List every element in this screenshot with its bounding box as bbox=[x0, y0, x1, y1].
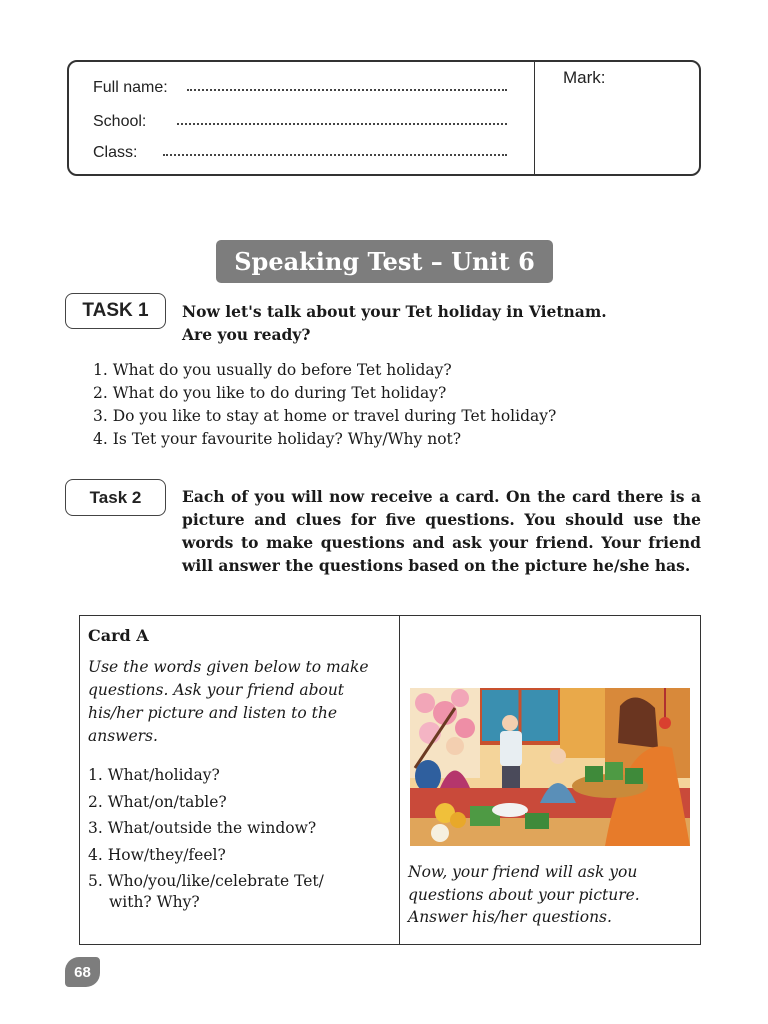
card-clue-continuation: with? Why? bbox=[109, 892, 200, 911]
page-title: Speaking Test – Unit 6 bbox=[216, 240, 553, 283]
school-label: School: bbox=[93, 113, 147, 130]
task1-question: 1. What do you usually do before Tet holiday? bbox=[93, 361, 452, 379]
task1-question: 2. What do you like to do during Tet holiday? bbox=[93, 384, 447, 402]
class-label: Class: bbox=[93, 144, 138, 161]
card-clue bbox=[88, 868, 388, 913]
task1-question: 4. Is Tet your favourite holiday? Why/Why not? bbox=[93, 430, 462, 448]
tet-illustration-svg bbox=[410, 688, 690, 846]
card-answer-note: Now, your friend will ask you questions about your picture. Answer his/her questions. bbox=[408, 863, 640, 926]
task1-intro bbox=[182, 300, 607, 346]
card-clue: 1. What/holiday? bbox=[88, 766, 220, 784]
class-dotted-line bbox=[163, 154, 507, 156]
tet-family-illustration bbox=[410, 688, 690, 846]
card-clue: 3. What/outside the window? bbox=[88, 819, 317, 837]
school-dotted-line bbox=[177, 123, 507, 125]
task1-tag: TASK 1 bbox=[65, 293, 166, 329]
task2-intro: Each of you will now receive a card. On the card there is a picture and clues for five questions. You should use the words to make questions and ask your friend. Your friend will answer the questions based on the picture he/she has. bbox=[182, 487, 701, 575]
card-clue-text: 5. Who/you/like/celebrate Tet/ bbox=[88, 872, 324, 890]
card-clue: 2. What/on/table? bbox=[88, 792, 227, 811]
page-number: 68 bbox=[65, 957, 100, 987]
full-name-label: Full name: bbox=[93, 79, 168, 96]
full-name-dotted-line bbox=[187, 89, 507, 91]
full-name-field[interactable] bbox=[93, 79, 513, 97]
task1-question: 3. Do you like to stay at home or travel during Tet holiday? bbox=[93, 407, 557, 425]
card-a-table bbox=[79, 615, 701, 945]
task2-tag: Task 2 bbox=[65, 479, 166, 516]
task1-question-list bbox=[93, 359, 556, 451]
task1-intro-line2: Are you ready? bbox=[182, 325, 311, 344]
card-clue-list bbox=[88, 762, 388, 913]
card-clue: 4. How/they/feel? bbox=[88, 845, 226, 864]
card-instruction: Use the words given below to make questions. Ask your friend about his/her picture and listen to the answers. bbox=[88, 658, 369, 745]
card-title: Card A bbox=[88, 626, 149, 645]
student-info-box bbox=[67, 60, 701, 176]
class-field[interactable] bbox=[93, 144, 513, 162]
mark-label: Mark: bbox=[563, 68, 606, 87]
header-divider bbox=[534, 62, 535, 174]
task1-intro-line1: Now let's talk about your Tet holiday in Vietnam. bbox=[182, 302, 607, 321]
school-field[interactable] bbox=[93, 113, 513, 131]
card-divider bbox=[399, 616, 400, 944]
